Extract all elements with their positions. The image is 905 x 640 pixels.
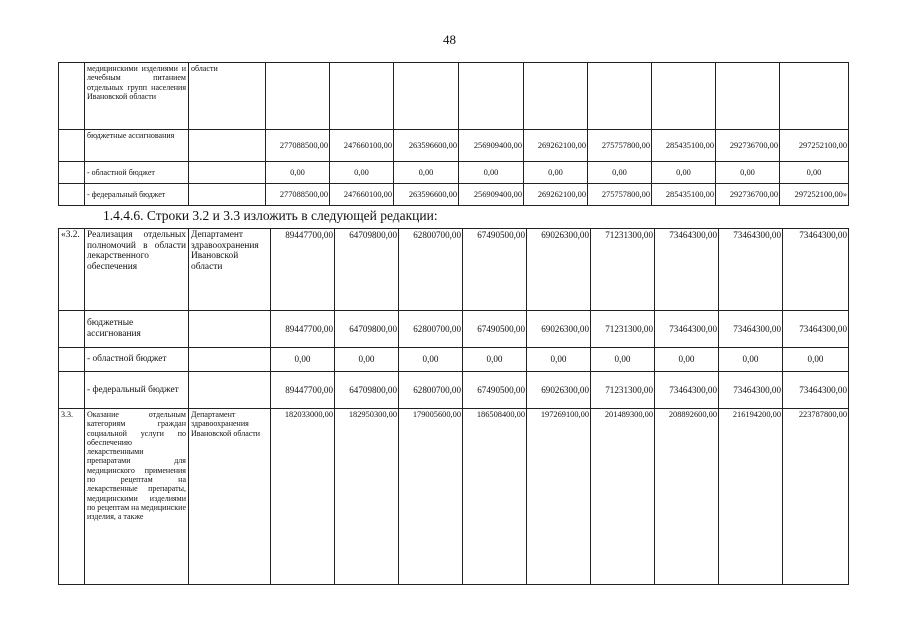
value-cell: 73464300,00 [655,372,719,409]
table-row [59,372,849,409]
section-heading: 1.4.4.6. Строки 3.2 и 3.3 изложить в следующей редакции: [103,208,438,223]
table-row [59,184,849,206]
value-cell: 73464300,00 [783,311,849,348]
value-cell: 69026300,00 [527,229,591,311]
value-cell: 62800700,00 [399,372,463,409]
value-cell: 0,00 [719,348,783,372]
value-cell: 73464300,00 [719,229,783,311]
value-cell: 0,00 [330,162,394,184]
value-cell: 0,00 [399,348,463,372]
row-name: - федеральный бюджет [85,372,189,409]
value-cell: 0,00 [459,162,524,184]
value-cell: 247660100,00 [330,130,394,162]
value-cell: 275757800,00 [588,130,652,162]
row-executor: Департамент здравоохранения Ивановской области [189,409,271,585]
value-cell: 89447700,00 [271,229,335,311]
value-cell: 297252100,00 [780,130,849,162]
value-cell: 71231300,00 [591,372,655,409]
row-name: медицинскими изделиями и лечебным питанием отдельных групп населения Ивановской области [85,63,189,130]
value-cell: 73464300,00 [719,372,783,409]
value-cell: 0,00 [271,348,335,372]
value-cell: 297252100,00» [780,184,849,206]
value-cell: 64709800,00 [335,229,399,311]
value-cell: 69026300,00 [527,311,591,348]
value-cell: 73464300,00 [783,229,849,311]
row-number: «3.2. [59,229,85,311]
value-cell: 73464300,00 [719,311,783,348]
value-cell: 223787800,00 [783,409,849,585]
value-cell: 263596600,00 [394,184,459,206]
value-cell: 0,00 [655,348,719,372]
value-cell: 201489300,00 [591,409,655,585]
value-cell: 0,00 [266,162,330,184]
value-cell: 0,00 [335,348,399,372]
table-row [59,63,849,130]
value-cell: 256909400,00 [459,130,524,162]
value-cell: 71231300,00 [591,311,655,348]
row-name: Реализация отдельных полномочий в области лекарственного обеспечения [85,229,189,311]
value-cell: 0,00 [524,162,588,184]
value-cell: 216194200,00 [719,409,783,585]
value-cell: 0,00 [780,162,849,184]
value-cell: 263596600,00 [394,130,459,162]
row-name: - областной бюджет [85,162,189,184]
budget-table-bottom [58,228,849,585]
value-cell: 0,00 [588,162,652,184]
value-cell: 186508400,00 [463,409,527,585]
value-cell: 0,00 [527,348,591,372]
page-number: 48 [443,32,456,47]
value-cell: 62800700,00 [399,229,463,311]
value-cell: 292736700,00 [716,184,780,206]
value-cell: 285435100,00 [652,184,716,206]
table-row [59,229,849,311]
value-cell: 67490500,00 [463,372,527,409]
value-cell: 73464300,00 [655,311,719,348]
budget-table-top [58,62,849,206]
value-cell: 269262100,00 [524,184,588,206]
value-cell: 62800700,00 [399,311,463,348]
value-cell: 208892600,00 [655,409,719,585]
value-cell: 277088500,00 [266,130,330,162]
value-cell: 269262100,00 [524,130,588,162]
row-name: Оказание отдельным категориям граждан социальной услуги по обеспечению лекарственными препаратами для медицинского применения по рецептам на лекарственные препараты, медицинскими изделиями по рецептам на медицинские изделия, а также [85,409,189,585]
row-name: бюджетные ассигнования [85,130,189,162]
table-row [59,130,849,162]
value-cell: 0,00 [783,348,849,372]
value-cell: 89447700,00 [271,311,335,348]
value-cell: 0,00 [652,162,716,184]
row-name: - федеральный бюджет [85,184,189,206]
row-name: - областной бюджет [85,348,189,372]
value-cell: 67490500,00 [463,311,527,348]
value-cell: 67490500,00 [463,229,527,311]
value-cell: 182033000,00 [271,409,335,585]
row-number [59,63,85,130]
row-executor: области [189,63,266,130]
table-row [59,162,849,184]
value-cell: 73464300,00 [783,372,849,409]
row-executor: Департамент здравоохранения Ивановской области [189,229,271,311]
value-cell: 285435100,00 [652,130,716,162]
row-number: 3.3. [59,409,85,585]
value-cell: 182950300,00 [335,409,399,585]
value-cell: 73464300,00 [655,229,719,311]
table-row [59,311,849,348]
value-cell: 247660100,00 [330,184,394,206]
value-cell: 292736700,00 [716,130,780,162]
value-cell: 64709800,00 [335,311,399,348]
value-cell: 64709800,00 [335,372,399,409]
value-cell: 71231300,00 [591,229,655,311]
value-cell: 69026300,00 [527,372,591,409]
value-cell: 277088500,00 [266,184,330,206]
value-cell: 0,00 [394,162,459,184]
value-cell: 179005600,00 [399,409,463,585]
value-cell: 256909400,00 [459,184,524,206]
value-cell: 197269100,00 [527,409,591,585]
table-row [59,409,849,585]
value-cell: 0,00 [463,348,527,372]
table-row [59,348,849,372]
value-cell: 275757800,00 [588,184,652,206]
value-cell: 0,00 [591,348,655,372]
row-name: бюджетные ассигнования [85,311,189,348]
value-cell: 0,00 [716,162,780,184]
value-cell: 89447700,00 [271,372,335,409]
